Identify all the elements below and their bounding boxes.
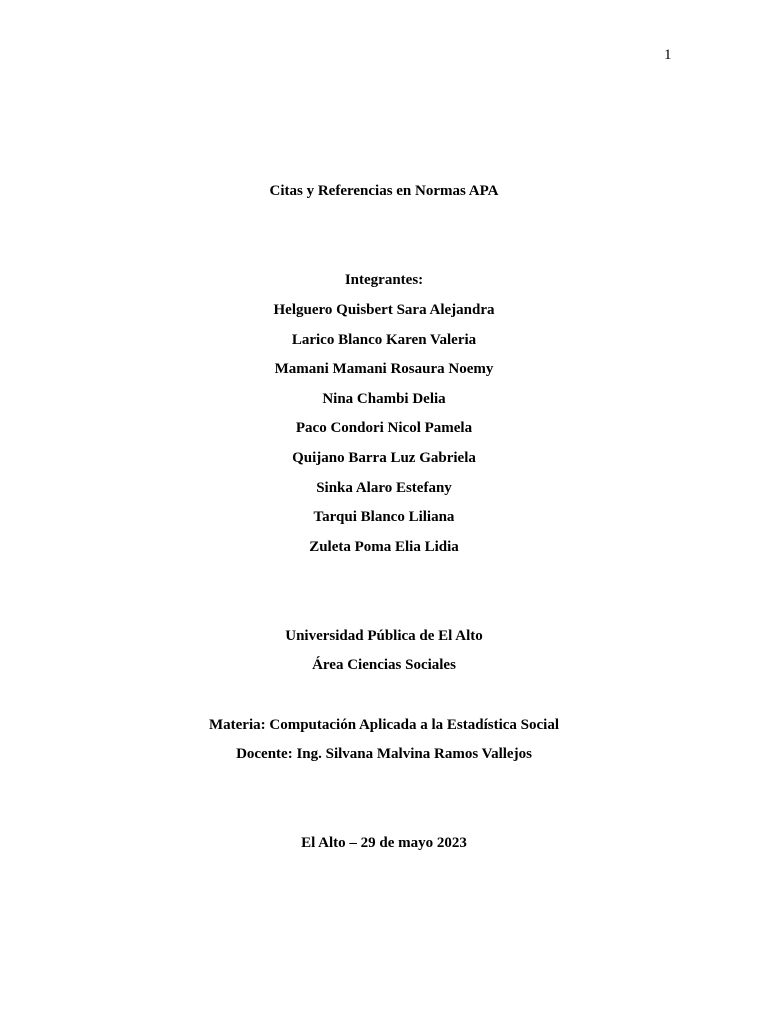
- document-title: Citas y Referencias en Normas APA: [269, 183, 499, 199]
- area-name: Área Ciencias Sociales: [312, 657, 456, 673]
- university-name: Universidad Pública de El Alto: [285, 628, 483, 644]
- member-name: Paco Condori Nicol Pamela: [295, 420, 473, 436]
- member-name: Tarqui Blanco Liliana: [313, 509, 455, 525]
- members-heading: Integrantes:: [344, 272, 424, 288]
- member-name: Mamani Mamani Rosaura Noemy: [274, 361, 494, 377]
- subject-line: Materia: Computación Aplicada a la Estadística Social: [209, 717, 559, 733]
- place-date: El Alto – 29 de mayo 2023: [301, 835, 467, 851]
- teacher-line: Docente: Ing. Silvana Malvina Ramos Vallejos: [236, 746, 532, 762]
- member-name: Nina Chambi Delia: [322, 391, 446, 407]
- member-name: Sinka Alaro Estefany: [316, 480, 452, 496]
- page-number: 1: [664, 47, 672, 63]
- member-name: Quijano Barra Luz Gabriela: [292, 450, 476, 466]
- member-name: Larico Blanco Karen Valeria: [291, 332, 477, 348]
- member-name: Helguero Quisbert Sara Alejandra: [273, 302, 495, 318]
- member-name: Zuleta Poma Elia Lidia: [309, 539, 459, 555]
